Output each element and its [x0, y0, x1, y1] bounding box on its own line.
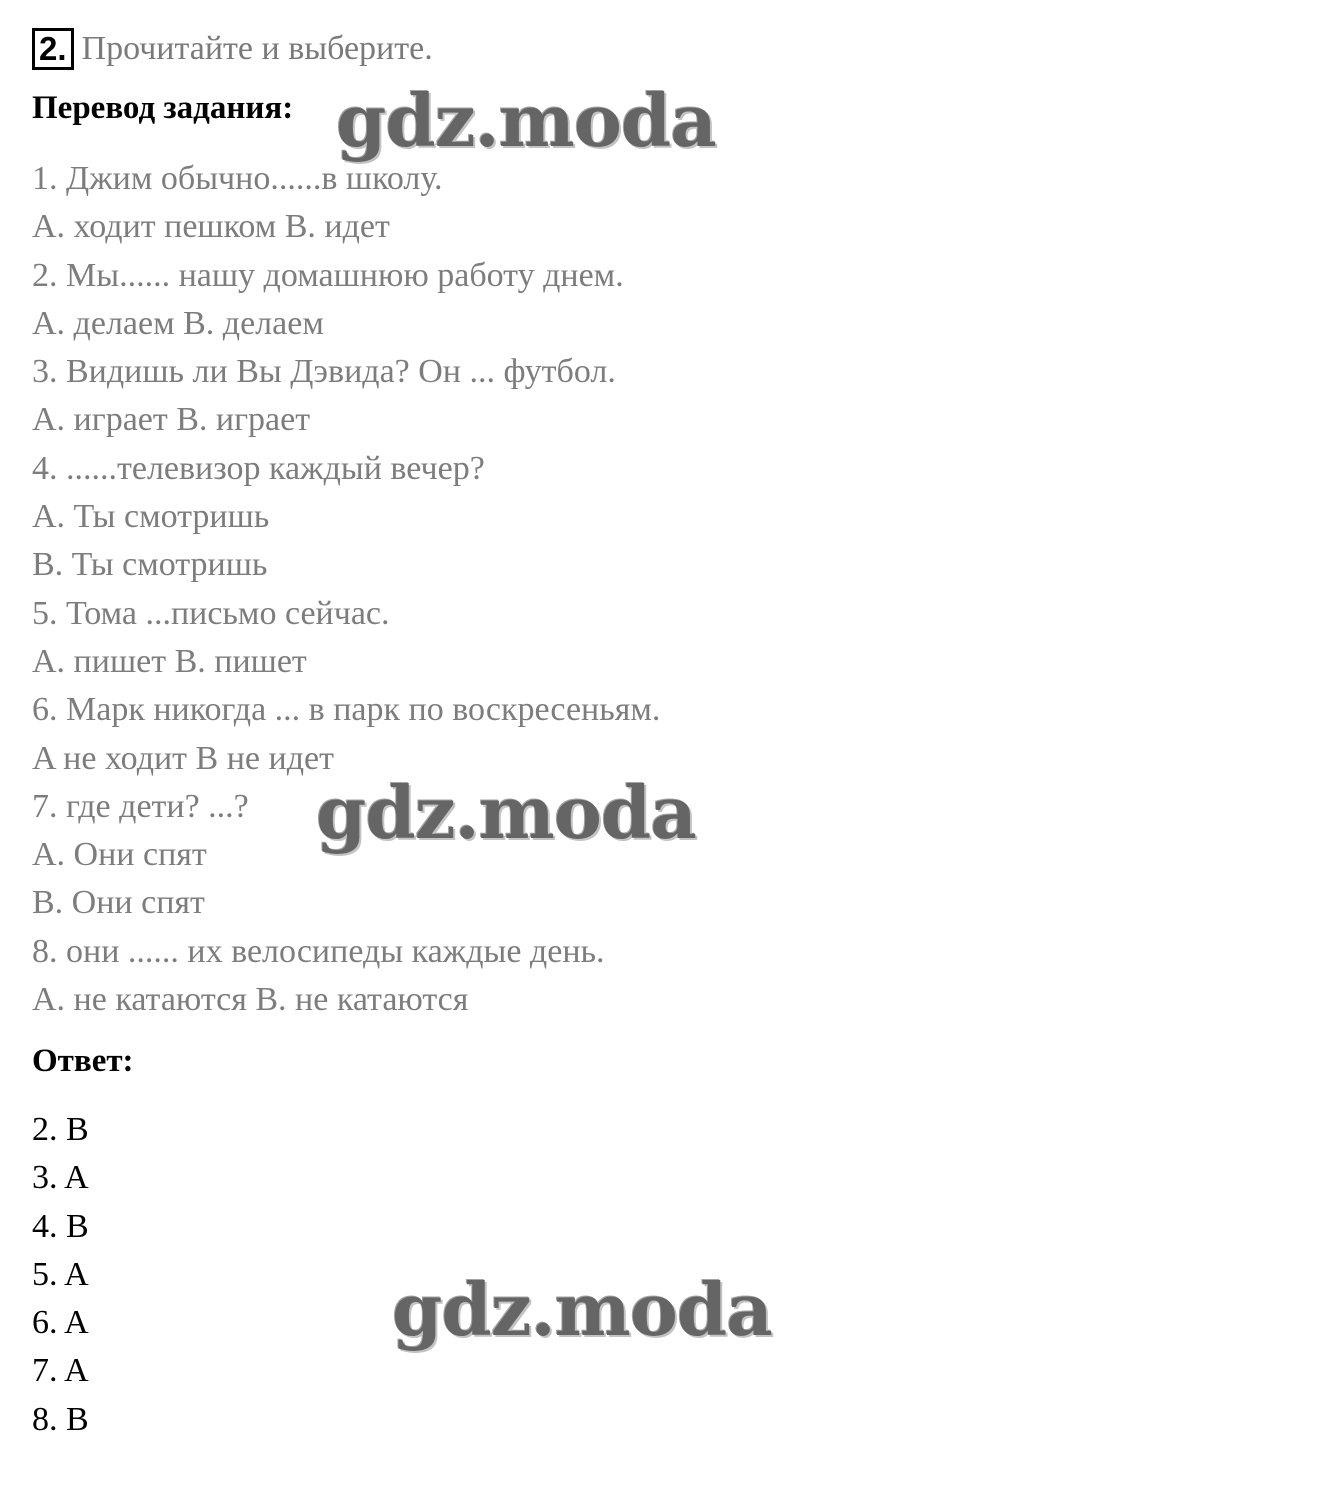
translation-line: B. Ты смотришь [32, 546, 268, 584]
answer-line: 4. B [32, 1207, 89, 1245]
translation-line: B. Они спят [32, 884, 205, 922]
translation-line: 6. Марк никогда ... в парк по воскресеньям. [32, 691, 661, 729]
translation-line: 4. ......телевизор каждый вечер? [32, 449, 485, 487]
translation-line: A. делаем B. делаем [32, 304, 324, 342]
answer-list [32, 1106, 89, 1444]
task-number-box: 2. [32, 28, 74, 70]
translation-line: 3. Видишь ли Вы Дэвида? Он ... футбол. [32, 353, 616, 391]
watermark-top: gdz.moda [336, 78, 716, 163]
translation-heading: Перевод задания: [32, 90, 294, 126]
watermark-bottom: gdz.moda [392, 1267, 772, 1352]
translation-line: A. пишет B. пишет [32, 642, 307, 680]
translation-line: A. Ты смотришь [32, 498, 270, 536]
translation-line: A. ходит пешком B. идет [32, 208, 390, 246]
answer-line: 5. A [32, 1255, 89, 1293]
translation-line: 2. Мы...... нашу домашнюю работу днем. [32, 256, 624, 294]
translation-list [32, 155, 660, 1024]
translation-line: 1. Джим обычно......в школу. [32, 160, 443, 197]
answer-line: 7. A [32, 1352, 89, 1390]
answer-heading: Ответ: [32, 1043, 134, 1079]
task-instruction: Прочитайте и выберите. [81, 30, 433, 67]
translation-line: A. Они спят [32, 836, 207, 874]
answer-line: 8. B [32, 1400, 89, 1438]
translation-line: A. не катаются B. не катаются [32, 981, 469, 1019]
answer-line: 6. A [32, 1304, 89, 1342]
translation-line: 8. они ...... их велосипеды каждые день. [32, 932, 605, 970]
task-header [32, 28, 433, 70]
translation-line: 5. Тома ...письмо сейчас. [32, 594, 390, 632]
translation-line: A. играет B. играет [32, 401, 311, 439]
answer-line: 3. A [32, 1159, 89, 1197]
watermark-middle: gdz.moda [316, 770, 696, 855]
translation-line: A не ходит B не идет [32, 739, 334, 777]
translation-line: 7. где дети? ...? [32, 787, 249, 825]
answer-line: 2. B [32, 1111, 89, 1148]
